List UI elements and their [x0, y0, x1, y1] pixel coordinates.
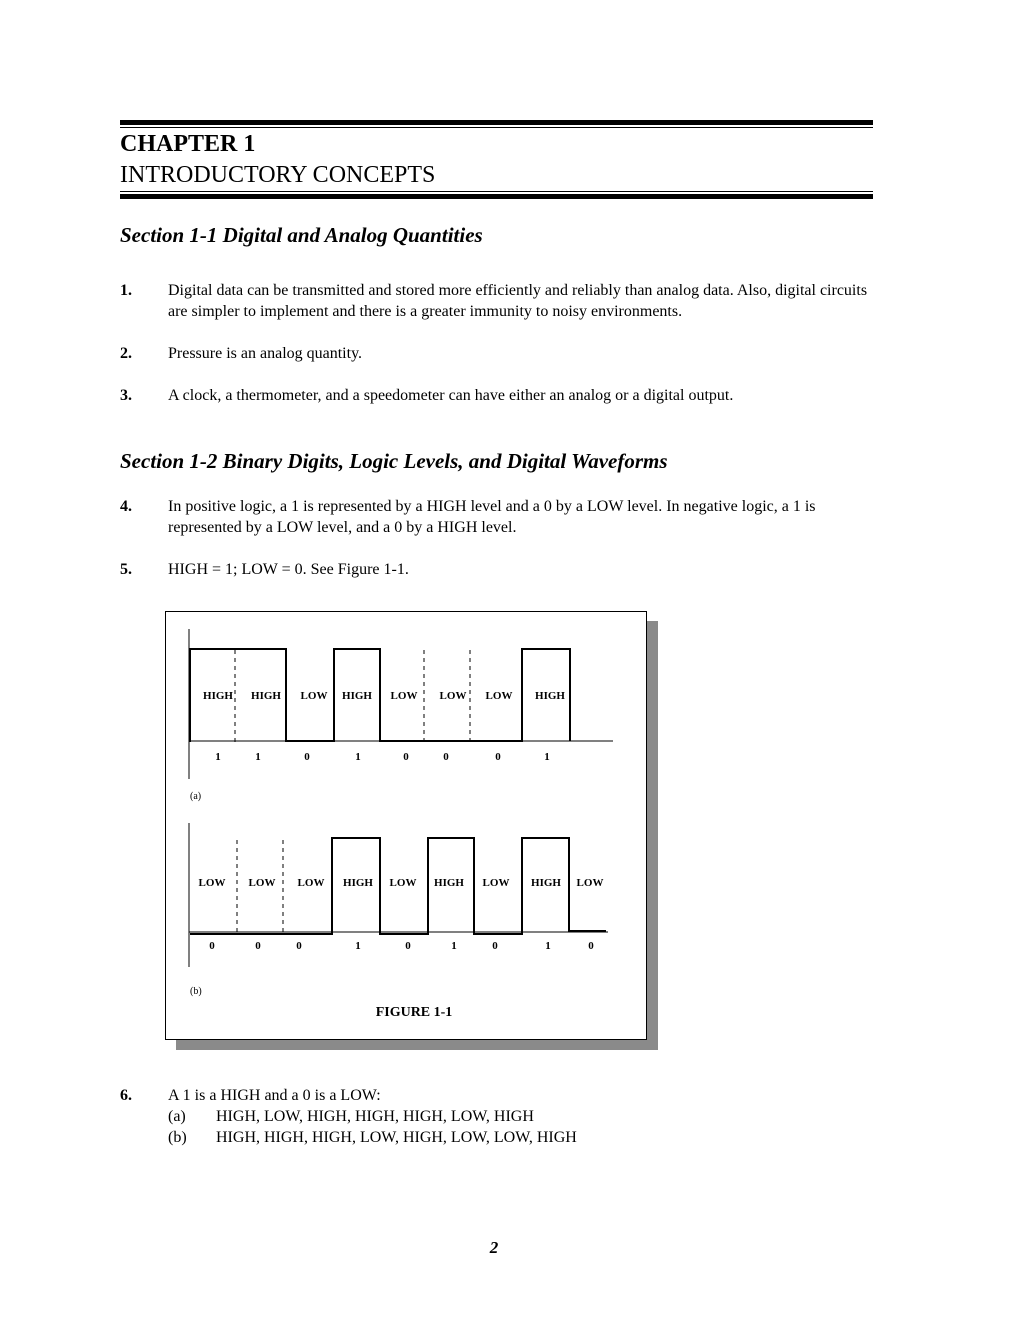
level-label: HIGH	[251, 690, 281, 702]
item-text: A clock, a thermometer, and a speedometer can have either an analog or a digital output.	[168, 387, 734, 404]
bit-label: 0	[255, 940, 261, 952]
waveform-a	[190, 649, 570, 742]
list-item-2	[120, 343, 880, 364]
panel-b-label: (b)	[190, 986, 202, 997]
item-number: 3.	[120, 387, 132, 404]
list-item-4	[120, 496, 880, 538]
bit-label: 1	[355, 940, 361, 952]
bit-label: 0	[588, 940, 594, 952]
panel-a-label: (a)	[190, 791, 202, 802]
level-label: LOW	[439, 690, 467, 702]
level-label: HIGH	[342, 690, 372, 702]
list-item-5	[120, 559, 880, 580]
list-item-6	[120, 1085, 880, 1148]
bit-label: 0	[405, 940, 411, 952]
bit-label: 1	[215, 751, 221, 763]
level-label: LOW	[389, 877, 417, 889]
item-number: 6.	[120, 1087, 132, 1104]
page-number: 2	[489, 1238, 499, 1257]
panel-a-labels	[203, 690, 565, 763]
waveform-diagram	[166, 612, 646, 1039]
section-heading-1-1: Section 1-1 Digital and Analog Quantities	[120, 223, 483, 247]
bit-label: 0	[443, 751, 449, 763]
level-label: HIGH	[535, 690, 565, 702]
figure-1-1	[165, 611, 647, 1040]
chapter-number: CHAPTER 1	[120, 131, 256, 157]
level-label: HIGH	[434, 877, 464, 889]
item-text: HIGH = 1; LOW = 0. See Figure 1-1.	[168, 561, 409, 578]
level-label: HIGH	[203, 690, 233, 702]
figure-caption: FIGURE 1-1	[375, 1005, 453, 1020]
bit-label: 1	[355, 751, 361, 763]
panel-b-labels	[199, 877, 604, 952]
level-label: LOW	[576, 877, 604, 889]
bit-label: 0	[296, 940, 302, 952]
item-number: 4.	[120, 498, 132, 515]
bit-label: 0	[304, 751, 310, 763]
level-label: HIGH	[343, 877, 373, 889]
level-label: LOW	[300, 690, 328, 702]
bit-label: 1	[451, 940, 457, 952]
sub-item-text: HIGH, LOW, HIGH, HIGH, HIGH, LOW, HIGH	[216, 1108, 534, 1125]
top-rule-thin	[120, 127, 873, 128]
item-text: Digital data can be transmitted and stored more efficiently and reliably than analog data. Also, digital circuits are simpler to implement and there is a greater immunity to noisy environments.	[168, 282, 868, 320]
bit-label: 0	[209, 940, 215, 952]
item-number: 2.	[120, 345, 132, 362]
level-label: LOW	[297, 877, 325, 889]
bit-label: 0	[492, 940, 498, 952]
bit-label: 0	[403, 751, 409, 763]
bottom-rule-thin	[120, 191, 873, 192]
sub-item-text: HIGH, HIGH, HIGH, LOW, HIGH, LOW, LOW, HIGH	[216, 1129, 577, 1146]
list-item-1	[120, 280, 880, 322]
item-text: A 1 is a HIGH and a 0 is a LOW:	[168, 1087, 381, 1104]
sub-list	[168, 1106, 880, 1148]
bit-label: 1	[545, 940, 551, 952]
level-label: LOW	[482, 877, 510, 889]
level-label: LOW	[198, 877, 226, 889]
sub-item-label: (b)	[168, 1129, 187, 1146]
item-number: 1.	[120, 282, 132, 299]
sub-item-a	[168, 1106, 880, 1127]
sub-item-label: (a)	[168, 1108, 186, 1125]
level-label: LOW	[485, 690, 513, 702]
bottom-rule-thick	[120, 194, 873, 199]
level-label: HIGH	[531, 877, 561, 889]
bit-label: 0	[495, 751, 501, 763]
item-number: 5.	[120, 561, 132, 578]
top-rule-thick	[120, 120, 873, 125]
level-label: LOW	[248, 877, 276, 889]
chapter-title: INTRODUCTORY CONCEPTS	[120, 162, 436, 188]
section-heading-1-2: Section 1-2 Binary Digits, Logic Levels, and Digital Waveforms	[120, 449, 668, 473]
item-text: Pressure is an analog quantity.	[168, 345, 363, 362]
bit-label: 1	[544, 751, 550, 763]
bit-label: 1	[255, 751, 261, 763]
level-label: LOW	[390, 690, 418, 702]
list-item-3	[120, 385, 880, 406]
sub-item-b	[168, 1127, 880, 1148]
item-text: In positive logic, a 1 is represented by a HIGH level and a 0 by a LOW level. In negative logic, a 1 is represented by a LOW level, and a 0 by a HIGH level.	[168, 498, 816, 536]
